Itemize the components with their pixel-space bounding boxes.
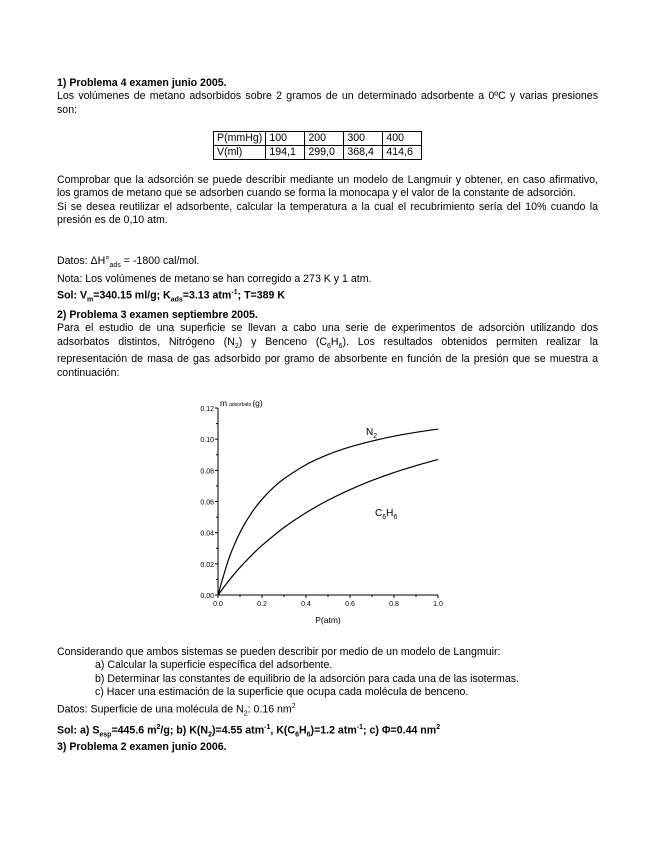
problem-2 bbox=[57, 309, 598, 380]
problem-1-statement: Comprobar que la adsorción se puede describir mediante un modelo de Langmuir y obtener, en caso afirmativo, los gramos de metano que se adsorben cuando se forma la monocapa y el valor de la constante de adsorción. bbox=[57, 174, 598, 200]
table-cell: 414,6 bbox=[383, 146, 422, 160]
problem-1-intro: Los volúmenes de metano adsorbidos sobre 2 gramos de un determinado adsorbente a 0ºC y varias presiones son: bbox=[57, 90, 598, 116]
table-row bbox=[214, 146, 422, 160]
table-cell: 194,1 bbox=[266, 146, 305, 160]
problem-1-body bbox=[57, 174, 598, 228]
list-item: a) Calcular la superficie específica del adsorbente. bbox=[95, 659, 333, 672]
table-cell: 400 bbox=[383, 132, 422, 146]
problem-1-question: Si se desea reutilizar el adsorbente, calcular la temperatura a la cual el recubrimiento sería del 10% cuando la presión es de 0,10 atm. bbox=[57, 200, 598, 227]
table-cell: P(mmHg) bbox=[214, 132, 266, 146]
problem-2-questions bbox=[57, 646, 617, 742]
data-table bbox=[213, 131, 422, 160]
solution-line: Sol: a) $S_{esp}=445.6$ $m^2/g$; b) $K(N_2)=4.55$ atm$^{-1}$, $K(C_6H_6)=1.2$ atm$^{-1}$; c) Φ=0.44 $nm^2$ bbox=[57, 723, 441, 739]
datos-line: Datos: $\Delta H^\circ_{ads} = -1800$ cal/mol. bbox=[57, 255, 200, 270]
problem-1 bbox=[57, 77, 598, 117]
solution-line: Sol: $V_m=340.15$ ml/g; $K_{ads}=3.13$ atm$^{-1}$; T=389 K bbox=[57, 288, 285, 304]
datos-line: Datos: Superficie de una molécula de $N_2$: 0.16 $nm^2$ bbox=[57, 702, 296, 718]
y-tick-label: 0.06 bbox=[200, 499, 214, 507]
adsorption-chart bbox=[185, 390, 475, 630]
list-item: b) Determinar las constantes de equilibrio de la adsorción para cada una de las isotermas. bbox=[95, 672, 519, 685]
problem-3-title: 3) Problema 2 examen junio 2006. bbox=[57, 741, 227, 753]
table-cell: 299,0 bbox=[305, 146, 344, 160]
y-tick-label: 0.12 bbox=[200, 406, 214, 413]
series-label-c6h6: $C_6H_6$ bbox=[375, 508, 398, 521]
axes bbox=[218, 408, 438, 595]
x-tick-label: 0.2 bbox=[257, 601, 267, 608]
x-tick-label: 0.6 bbox=[345, 601, 355, 608]
list-item: c) Hacer una estimación de la superficie que ocupa cada molécula de benceno. bbox=[95, 686, 469, 699]
x-tick-label: 0.0 bbox=[213, 601, 223, 608]
y-tick-label: 0.02 bbox=[200, 561, 214, 569]
y-axis-label: madsorbato(g) bbox=[220, 398, 263, 408]
y-ticks bbox=[200, 406, 218, 600]
considerando-line: Considerando que ambos sistemas se pueden describir por medio de un modelo de Langmuir: bbox=[57, 646, 501, 658]
series-line-n2 bbox=[218, 429, 438, 595]
problem-1-data bbox=[57, 255, 598, 307]
series-label-n2: $N_2$ bbox=[366, 427, 378, 440]
y-tick-label: 0.00 bbox=[200, 593, 214, 600]
table-cell: 300 bbox=[344, 132, 383, 146]
problem-2-intro: Para el estudio de una superficie se llevan a cabo una serie de experimentos de adsorción utilizando dos adsorbatos distintos, Nitrógeno $(N_2)$ y Benceno $(C_6H_6)$. Los resultados obtenidos permiten realizar la representación de masa de gas adsorbido por gramo de absorbente en función de la presión que se muestra a continuación: bbox=[57, 322, 598, 379]
table-cell: 100 bbox=[266, 132, 305, 146]
problem-1-title: 1) Problema 4 examen junio 2005. bbox=[57, 77, 227, 89]
x-tick-label: 0.8 bbox=[389, 601, 399, 608]
problem-3 bbox=[57, 741, 598, 754]
x-axis-label: P(atm) bbox=[315, 615, 341, 625]
nota-line: Nota: Los volúmenes de metano se han corregido a 273 K y 1 atm. bbox=[57, 272, 372, 285]
x-tick-label: 0.4 bbox=[301, 601, 311, 608]
table-cell: 200 bbox=[305, 132, 344, 146]
x-tick-label: 1.0 bbox=[433, 601, 443, 608]
series-line-c6h6 bbox=[218, 459, 438, 595]
y-tick-label: 0.10 bbox=[200, 437, 214, 445]
table-cell: 368,4 bbox=[344, 146, 383, 160]
table-cell: V(ml) bbox=[214, 146, 266, 160]
problem-2-title: 2) Problema 3 examen septiembre 2005. bbox=[57, 309, 258, 321]
y-tick-label: 0.08 bbox=[200, 468, 214, 476]
y-tick-label: 0.04 bbox=[200, 530, 214, 538]
table-row bbox=[214, 132, 422, 146]
x-ticks bbox=[213, 595, 443, 608]
